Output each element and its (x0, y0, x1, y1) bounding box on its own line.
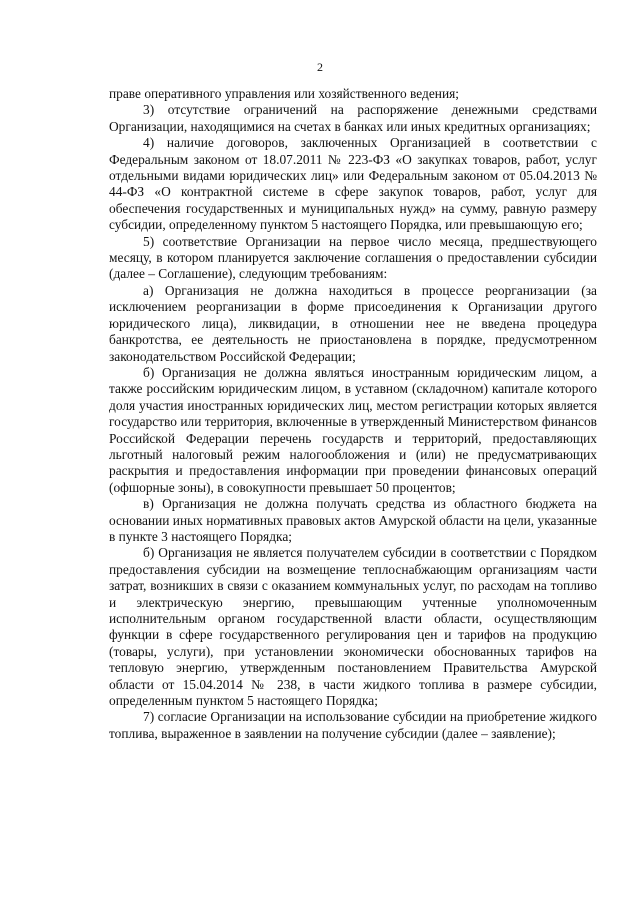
page-number: 2 (317, 60, 323, 74)
document-body (109, 86, 597, 742)
paragraph-item-5: 5) соответствие Организации на первое число месяца, предшествующего месяцу, в котором планируется заключение соглашения о предоставлении субсидии (далее – Соглашение), следующим требованиям: (109, 233, 597, 282)
paragraph-item-6: б) Организация не является получателем субсидии в соответствии с Порядком предоставления субсидии на возмещение теплоснабжающим организациям части затрат, возникших в связи с оказанием коммунальных услуг, по расходам на топливо и электрическую энергию, превышающим учтенные уполномоченным исполнительным органом государственной власти области, осуществляющим функции в сфере государственного регулирования цен и тарифов на продукцию (товары, услуги), при установлении экономически обоснованных тарифов на тепловую энергию, утвержденным постановлением Правительства Амурской области от 15.04.2014 № 238, в части жидкого топлива в размере субсидии, определенным пунктом 5 настоящего Порядка; (109, 545, 597, 709)
paragraph-item-3: 3) отсутствие ограничений на распоряжение денежными средствами Организации, находящимися на счетах в банках или иных кредитных организациях; (109, 102, 597, 134)
paragraph-subitem-v: в) Организация не должна получать средства из областного бюджета на основании иных нормативных правовых актов Амурской области на цели, указанные в пункте 3 настоящего Порядка; (109, 496, 597, 544)
paragraph-item-7: 7) согласие Организации на использование субсидии на приобретение жидкого топлива, выраженное в заявлении на получение субсидии (далее – заявление); (109, 709, 597, 741)
paragraph-continuation: праве оперативного управления или хозяйственного ведения; (109, 86, 459, 101)
paragraph-subitem-a: а) Организация не должна находиться в процессе реорганизации (за исключением реорганизации в форме присоединения к Организации другого юридического лица), ликвидации, в отношении нее не введена процедура банкротства, ее деятельность не приостановлена в порядке, предусмотренном законодательством Российской Федерации; (109, 282, 597, 364)
paragraph-subitem-b: б) Организация не должна являться иностранным юридическим лицом, а также российским юридическим лицом, в уставном (складочном) капитале которого доля участия иностранных юридических лиц, местом регистрации которых является государство или территория, включенные в утвержденный Министерством финансов Российской Федерации перечень государств и территорий, предоставляющих льготный налоговый режим налогообложения и (или) не предусматривающих раскрытия и предоставления информации при проведении финансовых операций (офшорные зоны), в совокупности превышает 50 процентов; (109, 364, 597, 495)
paragraph-item-4: 4) наличие договоров, заключенных Организацией в соответствии с Федеральным законом от 18.07.2011 № 223-ФЗ «О закупках товаров, работ, услуг отдельными видами юридических лиц» или Федеральным законом от 05.04.2013 № 44-ФЗ «О контрактной системе в сфере закупок товаров, работ, услуг для обеспечения государственных и муниципальных нужд» на сумму, равную размеру субсидии, определенному пунктом 5 настоящего Порядка, или превышающую его; (109, 135, 597, 233)
